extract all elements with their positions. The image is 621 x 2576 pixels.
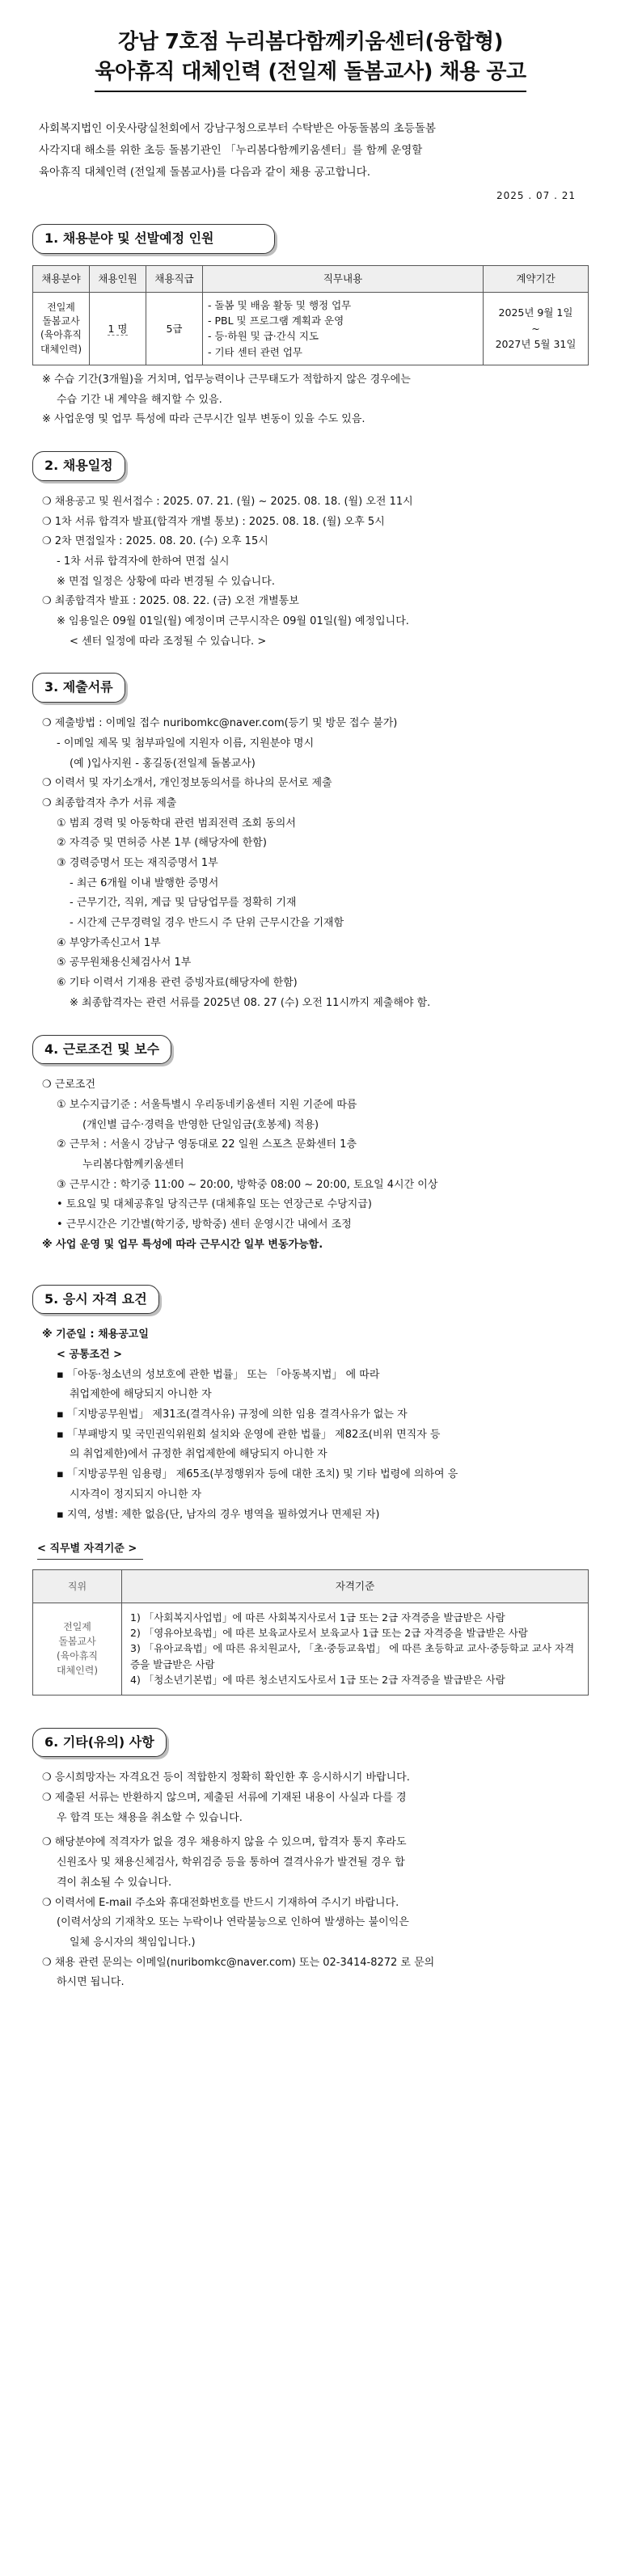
table-row: [33, 1603, 589, 1695]
docs-line: ❍ 이력서 및 자기소개서, 개인정보동의서를 하나의 문서로 제출: [42, 777, 332, 790]
docs-line: ③ 경력증명서 또는 재직증명서 1부: [57, 857, 218, 870]
table-header: 자격기준: [122, 1570, 589, 1603]
section-4-heading: 4. 근로조건 및 보수: [32, 1035, 171, 1065]
docs-line: ④ 부양가족신고서 1부: [57, 936, 161, 949]
condition-line: • 근무시간은 기간별(학기중, 방학중) 센터 운영시간 내에서 조정: [57, 1218, 352, 1231]
probation-note-cont: 수습 기간 내 계약을 해지할 수 있음.: [57, 393, 222, 406]
schedule-change-note: ※ 사업운영 및 업무 특성에 따라 근무시간 일부 변동이 있을 수도 있음.: [42, 413, 365, 426]
common-condition: 의 취업제한)에서 규정한 취업제한에 해당되지 아니한 자: [70, 1448, 327, 1461]
contact-line: ❍ 채용 관련 문의는 이메일(nuribomkc@naver.com) 또는 02-3414-8272 로 문의: [42, 1956, 435, 1969]
note-line: ❍ 응시희망자는 자격요건 등이 적합한지 정확히 확인한 후 응시하시기 바랍니다.: [42, 1772, 410, 1784]
common-conditions-label: < 공통조건 >: [57, 1349, 123, 1362]
title-line-2: 육아휴직 대체인력 (전일제 돌봄교사) 채용 공고: [95, 57, 526, 92]
docs-line: ⑥ 기타 이력서 기재용 관련 증빙자료(해당자에 한함): [57, 977, 298, 990]
intro-line: 사각지대 해소를 위한 초등 돌봄기관인 「누리봄다함께키움센터」를 함께 운영할: [39, 143, 423, 157]
schedule-line: ※ 임용일은 09월 01일(월) 예정이며 근무시작은 09월 01일(월) 예정입니다.: [57, 615, 409, 628]
docs-line: ❍ 최종합격자 추가 서류 제출: [42, 796, 177, 809]
common-condition: ▪ 「아동·청소년의 성보호에 관한 법률」 또는 「아동복지법」 에 따라: [57, 1368, 380, 1381]
section-5-heading: 5. 응시 자격 요건: [32, 1285, 159, 1315]
table-header: 채용직급: [146, 266, 203, 292]
docs-line: - 최근 6개월 이내 발행한 증명서: [70, 876, 219, 889]
note-line: ❍ 이력서에 E-mail 주소와 휴대전화번호를 반드시 기재하여 주시기 바랍니다.: [42, 1896, 399, 1909]
condition-line: ③ 근무시간 : 학기중 11:00 ~ 20:00, 방학중 08:00 ~ 20:00, 토요일 4시간 이상: [57, 1178, 438, 1191]
probation-note: ※ 수습 기간(3개월)을 거치며, 업무능력이나 근무태도가 적합하지 않은 경우에는: [42, 374, 411, 386]
section-1-heading: 1. 채용분야 및 선발예정 인원: [32, 224, 275, 254]
notice-date: 2025 . 07 . 21: [496, 189, 576, 201]
section-2-heading: 2. 채용일정: [32, 451, 125, 481]
intro-line: 사회복지법인 이웃사랑실천회에서 강남구청으로부터 수탁받은 아동돌봄의 초등돌봄: [39, 121, 436, 135]
duties-cell: - 돌봄 및 배움 활동 및 행정 업무 - PBL 및 프로그램 계획과 운영 - 등·하원 및 급·간식 지도 - 기타 센터 관련 업무: [203, 292, 484, 365]
job-cell: 전일제 돌봄교사 (육아휴직 대체인력): [33, 1603, 122, 1695]
schedule-line: - 1차 서류 합격자에 한하여 면접 실시: [57, 555, 230, 568]
notice-title: [32, 27, 589, 92]
docs-line: ② 자격증 및 면허증 사본 1부 (해당자에 한함): [57, 837, 267, 850]
note-line: ❍ 해당분야에 적격자가 없을 경우 채용하지 않을 수 있으며, 합격자 통지 후라도: [42, 1836, 407, 1849]
common-condition: ▪ 지역, 성별: 제한 없음(단, 남자의 경우 병역을 필하였거나 면제된 자): [57, 1508, 380, 1521]
schedule-line: ❍ 최종합격자 발표 : 2025. 08. 22. (금) 오전 개별통보: [42, 595, 299, 608]
qual-basis: ※ 기준일 : 채용공고일: [42, 1328, 149, 1341]
recruitment-table: [32, 265, 589, 365]
condition-line: (개인별 급수·경력을 반영한 단일임금(호봉제) 적용): [82, 1118, 319, 1131]
grade-cell: 5급: [146, 292, 203, 365]
note-line: (이력서상의 기재착오 또는 누락이나 연락불능으로 인하여 발생하는 불이익은: [57, 1916, 409, 1929]
condition-line: ※ 사업 운영 및 업무 특성에 따라 근무시간 일부 변동가능함.: [42, 1238, 323, 1251]
schedule-line: ❍ 1차 서류 합격자 발표(합격자 개별 통보) : 2025. 08. 18. (월) 오후 5시: [42, 515, 385, 528]
condition-line: ② 근무처 : 서울시 강남구 영동대로 22 일원 스포츠 문화센터 1층: [57, 1138, 357, 1151]
docs-line: - 근무기간, 직위, 계급 및 담당업무를 정확히 기재: [70, 897, 297, 910]
common-condition: ▪ 「지방공무원 임용령」 제65조(부정행위자 등에 대한 조치) 및 기타 법령에 의하여 응: [57, 1468, 458, 1481]
table-header: 계약기간: [484, 266, 589, 292]
docs-line: ※ 최종합격자는 관련 서류를 2025년 08. 27 (수) 오전 11시까지 제출해야 함.: [70, 996, 431, 1009]
section-3-heading: 3. 제출서류: [32, 673, 125, 703]
condition-line: ❍ 근로조건: [42, 1079, 96, 1092]
intro-line: 육아휴직 대체인력 (전일제 돌봄교사)를 다음과 같이 채용 공고합니다.: [39, 165, 371, 179]
docs-line: ① 범죄 경력 및 아동학대 관련 범죄전력 조회 동의서: [57, 817, 296, 830]
docs-line: - 이메일 제목 및 첨부파일에 지원자 이름, 지원분야 명시: [57, 737, 315, 750]
qual-item: 2) 「영유아보육법」에 따른 보육교사로서 보육교사 1급 또는 2급 자격증을 발급받은 사람: [130, 1627, 528, 1640]
note-line: 신원조사 및 채용신체검사, 학위검증 등을 통하여 결격사유가 발견될 경우 합: [57, 1856, 405, 1869]
table-header: 직위: [33, 1570, 122, 1603]
contact-line: 하시면 됩니다.: [57, 1976, 125, 1989]
schedule-line: ❍ 2차 면접일자 : 2025. 08. 20. (수) 오후 15시: [42, 535, 268, 548]
docs-line: ⑤ 공무원채용신체검사서 1부: [57, 956, 192, 969]
job-qual-heading: < 직무별 자격기준 >: [37, 1541, 143, 1560]
note-line: 일체 응시자의 책임입니다.): [70, 1936, 196, 1949]
job-qual-table: [32, 1569, 589, 1695]
intro-paragraph: [32, 118, 589, 184]
qual-item: 1) 「사회복지사업법」에 따른 사회복지사로서 1급 또는 2급 자격증을 발급받은 사람: [130, 1611, 505, 1624]
docs-line: ❍ 제출방법 : 이메일 접수 nuribomkc@naver.com(등기 및 방문 접수 불가): [42, 717, 398, 730]
period-cell: 2025년 9월 1일 ~ 2027년 5월 31일: [484, 292, 589, 365]
schedule-line: ※ 면접 일정은 상황에 따라 변경될 수 있습니다.: [57, 575, 275, 588]
qual-cell: [122, 1603, 589, 1695]
condition-line: ① 보수지급기준 : 서울특별시 우리동네키움센터 지원 기준에 따름: [57, 1099, 357, 1112]
common-condition: 시자격이 정지되지 아니한 자: [70, 1488, 202, 1501]
note-line: 우 합격 또는 채용을 취소할 수 있습니다.: [57, 1811, 243, 1824]
note-line: ❍ 제출된 서류는 반환하지 않으며, 제출된 서류에 기재된 내용이 사실과 다를 경: [42, 1792, 407, 1805]
section-6-heading: 6. 기타(유의) 사항: [32, 1728, 167, 1758]
docs-line: - 시간제 근무경력일 경우 반드시 주 단위 근무시간을 기재함: [70, 917, 344, 930]
common-condition: 취업제한에 해당되지 아니한 자: [70, 1388, 212, 1401]
common-condition: ▪ 「지방공무원법」 제31조(결격사유) 규정에 의한 임용 결격사유가 없는 자: [57, 1408, 408, 1421]
docs-line: (예 )입사지원 - 홍길동(전일제 돌봄교사): [70, 757, 256, 770]
field-cell: 전일제 돌봄교사 (육아휴직 대체인력): [33, 292, 90, 365]
table-row: [33, 292, 589, 365]
qual-item: 3) 「유아교육법」에 따른 유치원교사, 「초·중등교육법」 에 따른 초등학교 교사·중등학교 교사 자격증을 발급받은 사람: [130, 1642, 575, 1670]
table-header: 채용인원: [90, 266, 146, 292]
schedule-line: ❍ 채용공고 및 원서접수 : 2025. 07. 21. (월) ~ 2025. 08. 18. (월) 오전 11시: [42, 495, 413, 508]
note-line: 격이 취소될 수 있습니다.: [57, 1876, 172, 1889]
common-condition: ▪ 「부패방지 및 국민권익위원회 설치와 운영에 관한 법률」 제82조(비위 면직자 등: [57, 1428, 441, 1441]
qual-item: 4) 「청소년기본법」에 따른 청소년지도사로서 1급 또는 2급 자격증을 발급받은 사람: [130, 1674, 505, 1687]
count-cell: 1 명: [90, 292, 146, 365]
condition-line: • 토요일 및 대체공휴일 당직근무 (대체휴일 또는 연장근로 수당지급): [57, 1198, 372, 1211]
schedule-line: < 센터 일정에 따라 조정될 수 있습니다. >: [70, 635, 267, 648]
condition-line: 누리봄다함께키움센터: [82, 1159, 184, 1172]
table-header: 직무내용: [203, 266, 484, 292]
title-line-1: 강남 7호점 누리봄다함께키움센터(융합형): [118, 30, 503, 54]
table-header: 채용분야: [33, 266, 90, 292]
